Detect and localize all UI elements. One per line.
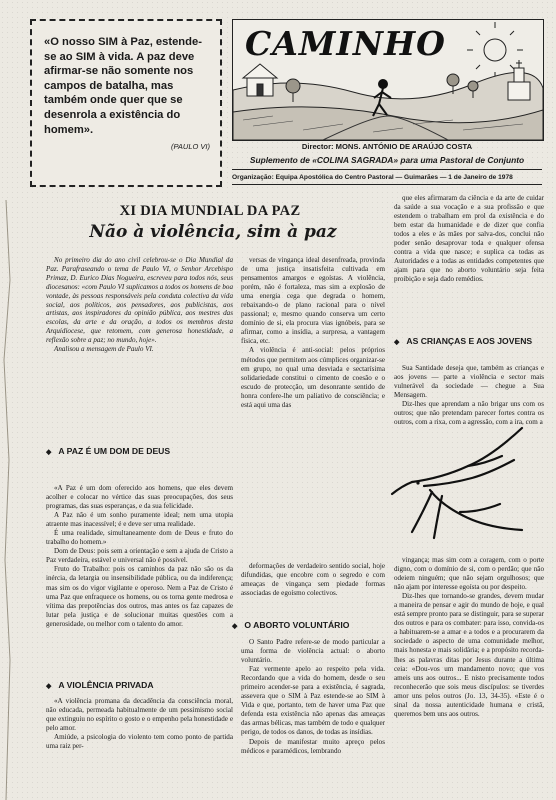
- intro-end: Analisou a mensagem de Paulo VI.: [54, 345, 154, 354]
- paragraph: Amiúde, a psicologia do violento tem como ponto de partida uma raiz per-: [46, 733, 233, 751]
- paragraph: «A violência promana da decadência da consciência moral, não educada, permeada habitualmente de um pessimismo social que extinguiu no espírito o gosto e o empenho pela honestidade e pelo amor.: [46, 697, 233, 733]
- section-body: [46, 697, 233, 751]
- divider-rule: [232, 169, 542, 170]
- column-two-top: [241, 256, 385, 410]
- article-kicker: XI DIA MUNDIAL DA PAZ: [119, 203, 301, 219]
- dove-illustration: [372, 420, 547, 550]
- paragraph: que eles afirmaram da ciência e da arte de cuidar da saúde a sua vocação e a sua profissão e que estendem o trabalham em prol da existência e do bem estar da humanidade e de dizer que confia todos a eles e às mães por salva-dos, conclui não poder senão desaprovar toda e qualquer ofensa contra a vida que nasce; e suplica ca todas as Autoridades e a todas as entidades competentes que ajam para que no aborto voluntário seja feita proibição e seja dado remédios.: [394, 194, 544, 284]
- section-body: [46, 484, 233, 629]
- intro-text: No primeiro dia do ano civil celebrou-se o Dia Mundial da Paz. Parafraseando o tema de Paulo VI, o Senhor Arcebispo Primaz, D. Eurico Dias Nogueira, escreveu para todos nós, seus diocesanos: «com Paulo VI suplicamos a todos os homens de boa vontade, às pessoas responsáveis pela conduta colectiva da vida social, aos políticos, aos pensadores, aos publicistas, aos artistas, aos inspiradores da opinião pública, aos mestres das escolas, da arte e da oração, a todos os membros desta Arquidiocese, que retomem, com generosa honestidade, a reflexão sobre a paz; no mundo, hoje».: [46, 256, 233, 345]
- paragraph: «A Paz é um dom oferecido aos homens, que eles devem acolher e colocar no vértice das suas preocupações, dos seus programas, das suas esperanças, e da sua felicidade.: [46, 484, 233, 511]
- paragraph: Fruto do Trabalho: pois os caminhos da paz não são os da inércia, da letargia ou insensibilidade pública, ou da indiferença; mas sim os do vigor vigilante e operoso. Nem a Paz de Cristo é uma Paz que enfraquece os homens, ou os torna gente medrosa e vítima das prepotências dos outros, mas antes os faz capazes de lutar pela justiça e de solucionar muitas questões com a generosidade, ou melhor com o talento do amor.: [46, 565, 233, 628]
- column-two-continued: [241, 562, 385, 598]
- paragraph: Faz vermente apelo ao respeito pela vida. Recordando que a vida do homem, desde o seu primeiro acender-se para a existência, é sagrada, assevera que o SIM à Paz estende-se ao SIM à Vida e que, portanto, tem de haver uma Paz que defenda esta existência não apenas das ameaças das armas bélicas, mas também de todo e qualquer perigo, de todos os danos, de todas as insídias.: [241, 665, 385, 737]
- director-line: Director: MONS. ANTÓNIO DE ARAÚJO COSTA: [301, 142, 473, 151]
- paragraph: Sua Santidade deseja que, também as crianças e aos jovens — parte a violência e sector mais vulnerável da sociedade — chegue a Sua Mensagem.: [394, 364, 544, 400]
- diamond-icon: ◆: [46, 449, 52, 456]
- section-heading-text: AS CRIANÇAS E AOS JOVENS: [406, 336, 533, 346]
- paragraph: A violência é anti-social: pelos próprios métodos que permitem aos cúmplices organizar-se em grupo, no qual uma desviada e sectarísima solidariedade constitui o cimento de coesão e o escudo de protecção, um desonrante sentido de honra confere-lhe um paliativo de consciência; e está aqui uma das: [241, 346, 385, 409]
- paragraph: versas de vingança ideal desenfreada, provinda de uma justiça insatisfeita cultivada em pensamentos amargos e egoístas. A violência, porém, não é fortaleza, mas sim a explosão de uma energia cega que degrada o homem, rebaixando-o de plano racional para o nível passional; e, mesmo quando conserva um certo domínio de si, ela procura vias ignóbeis, para se afirmar, como a insídia, a surpresa, a vantagem física, etc.: [241, 256, 385, 346]
- diamond-icon: ◆: [394, 339, 400, 346]
- section-heading: [232, 620, 392, 632]
- paragraph: vingança; mas sim com a coragem, com o porte digno, com o domínio de si, com o perdão; que não odeiem ninguém; que não sejam orgulhosos; que não ajam por interesse egoísta ou por despeito.: [394, 556, 544, 592]
- section-heading: [46, 680, 216, 692]
- section-heading-text: O ABORTO VOLUNTÁRIO: [244, 620, 350, 630]
- article-title: Não à violência, sim à paz: [89, 222, 337, 242]
- paragraph: Depois de manifestar muito apreço pelos médicos e paramédicos, lembrando: [241, 737, 385, 755]
- section-heading-text: A VIOLÊNCIA PRIVADA: [58, 680, 154, 690]
- paragraph: É uma realidade, simultaneamente dom de Deus e fruto do trabalho do homem.»: [46, 529, 233, 547]
- divider-rule: [232, 184, 542, 185]
- organization-line: Organização: Equipa Apostólica do Centro Pastoral — Guimarães — 1 de Janeiro de 1978: [232, 174, 513, 181]
- paragraph: Diz-lhes que tornando-se grandes, devem mudar a maneira de pensar e agir do mundo de hoje, e qual está sempre pronto para se distinguir, para se superar dos outros e para os combater: para isso, convida-os a habituarem-se a amar e a todos e a procurarem da sociedade o aspecto de uma comunidade melhor, mais honesta e mais solidária; e a propósito recorda-lhes as palavras ditas por Jesus durante a última ceia: «Dou-vos um mandamento novo; que vos ameis uns aos outros... E nisto precisamente todos reconhecerão que sois meus discípulos: se tiverdes amor uns pelos outros (Jo. 13, 34-35). «Este é o sinal da nossa autenticidade humana e cristã, queremos bem uns aos outros.: [394, 592, 545, 718]
- column-three-top: [394, 194, 544, 284]
- diamond-icon: ◆: [46, 683, 52, 690]
- supplement-line: Suplemento de «COLINA SAGRADA» para uma Pastoral de Conjunto: [249, 155, 525, 165]
- page-edge-marks: [0, 200, 28, 800]
- section-body: [241, 638, 385, 756]
- article-intro: [46, 256, 233, 354]
- section-heading: [394, 336, 544, 348]
- quote-text: «O nosso SIM à Paz, estende-se ao SIM à vida. A paz deve afirmar-se não somente nos campos de batalha, mas também onde quer que se desenrola a existência do homem».: [44, 36, 202, 136]
- paragraph: Dom de Deus: pois sem a orientação e sem a ajuda de Cristo a Paz verdadeira, estável e universal não é possível.: [46, 547, 233, 565]
- masthead: [232, 19, 544, 141]
- column-three-bottom: [394, 556, 544, 719]
- masthead-title: CAMINHO: [245, 24, 446, 63]
- paragraph: deformações de verdadeiro sentido social, hoje difundidas, que encobre com o segredo e com ameaças de vingança sem piedade formas associadas de egoísmo colectivos.: [241, 562, 385, 598]
- quote-author: (PAULO VI): [170, 142, 210, 152]
- quote-box: [30, 19, 222, 187]
- diamond-icon: ◆: [232, 623, 238, 630]
- paragraph: A Paz não é um sonho puramente ideal; nem uma utopia atraente mas inacessível; é e deve ser uma realidade.: [46, 511, 233, 529]
- section-body: [394, 364, 544, 427]
- section-heading: [46, 446, 216, 458]
- section-heading-text: A PAZ É UM DOM DE DEUS: [58, 446, 171, 456]
- paragraph: O Santo Padre refere-se de modo particular a uma forma de violência actual: o aborto voluntário.: [241, 638, 385, 665]
- paragraph: Diz-lhes que aprendam a não brigar uns com os outros; que não pretendam parecer fortes contra os outros, com a rixa, com a agressão, com a ira, com a: [394, 400, 544, 427]
